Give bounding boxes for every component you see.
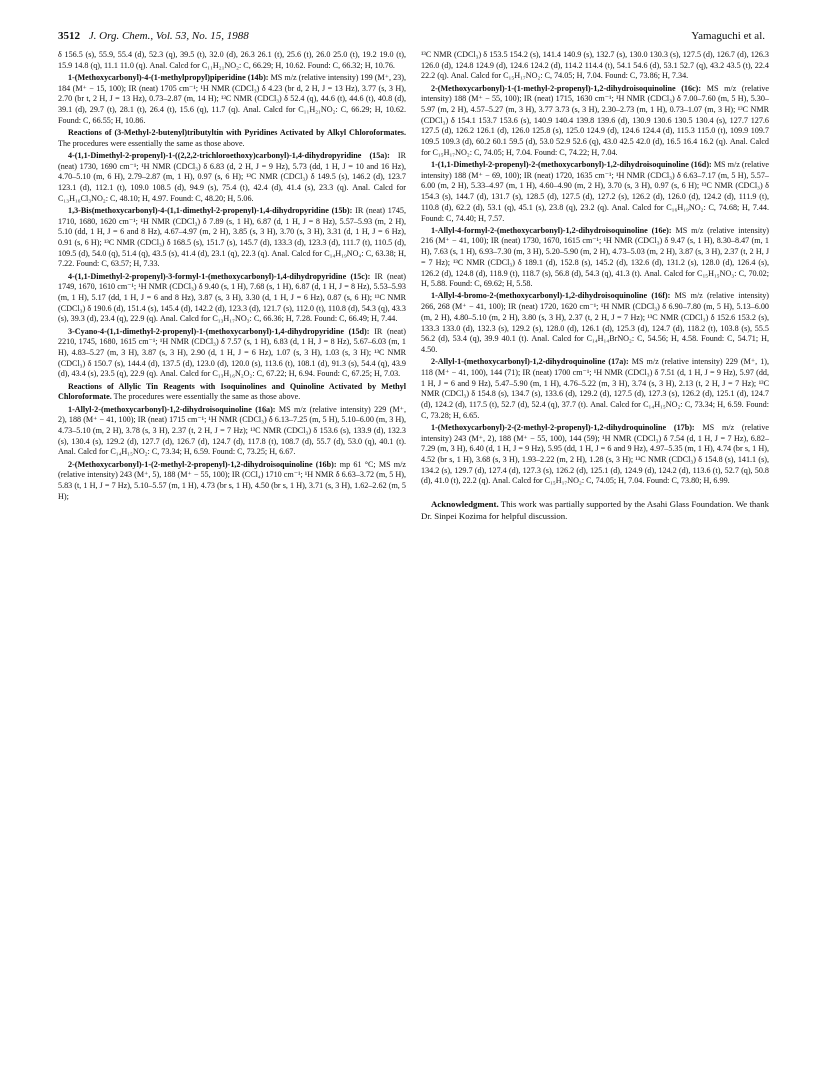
paragraph-text: MS m/z (relative intensity) 266, 268 (M⁺ − 41, 100); IR (neat) 1720, 1620 cm⁻¹; ¹H NMR (CDCl₃) δ 6.90–7.80 (m, 5 H), 5.13–6.00 (m, 2 H), 4.80–5.10 (m, 2 H), 3.80 (s, 3 H), 2.37 (t, 2 H, J = 7 Hz); ¹³C NMR (CDCl₃) δ 152.6 153.2 (s), 133.3 133.0 (d), 132.3 (s), 129.2 (s), 128.0 (d), 126.1 (d), 125.3 (d), 124.7 (d), 118.2 (t), 103.8 (s), 55.5 56.2 (d), 53.4 (q), 39.9 40.1 (t). Anal. Calcd for C₁₄H₁₄BrNO₂: C, 54.56; H, 4.58. Found: C, 54.71; H, 4.50. xyxy=(421,291,770,354)
acknowledgment-text: This work was partially supported by the Asahi Glass Foundation. We thank Dr. Sinpei Kozima for helpful discussion. xyxy=(421,499,769,521)
paragraph xyxy=(421,160,769,224)
paragraph-text: δ 156.5 (s), 55.9, 55.4 (d), 52.3 (q), 39.5 (t), 32.0 (d), 26.3 26.1 (t), 25.6 (t), 26.0 25.0 (t), 19.2 19.0 (t), 15.9 14.8 (q), 11.1 11.0 (q). Anal. Calcd for C₁₁H₂₁NO₂: C, 66.29; H, 10.62. Found: C, 66.32; H, 10.76. xyxy=(58,50,406,70)
paragraph xyxy=(421,84,769,159)
paragraph xyxy=(421,423,769,487)
left-column xyxy=(58,50,406,504)
paragraph xyxy=(58,73,406,127)
paragraph xyxy=(421,291,769,355)
paragraph xyxy=(421,226,769,290)
paragraph-text: MS m/z (relative intensity) 243 (M⁺, 2), 188 (M⁺ − 55, 100), 144 (59); ¹H NMR (CDCl₃) δ 7.54 (d, 1 H, J = 7 Hz), 6.82–7.29 (m, 3 H), 6.40 (d, 1 H, J = 9 Hz), 5.95 (dd, 1 H, J = 6 and 9 Hz), 4.97–5.35 (m, 1 H), 4.74 (br s, 1 H), 4.52 (br s, 1 H), 3.68 (s, 3 H), 1.93–2.22 (m, 2 H), 1.28 (s, 3 H); ¹³C NMR (CDCl₃) δ 154.8 (s), 141.1 (s), 134.2 (s), 129.7 (d), 127.4 (d), 127.3 (s), 126.2 (d), 125.1 (d), 124.9 (d), 124.2 (d), 113.6 (t), 52.7 (q), 50.8 (d), 41.0 (t), 22.2 (q). Anal. Calcd for C₁₅H₁₇NO₂: C, 74.05; H, 7.04. Found: C, 73.80; H, 6.99. xyxy=(421,422,769,486)
right-column xyxy=(421,50,769,524)
paragraph xyxy=(58,272,406,326)
paragraph-text: MS m/z (relative intensity) 216 (M⁺ − 41, 100); IR (neat) 1730, 1670, 1615 cm⁻¹; ¹H NMR (CDCl₃) δ 9.47 (s, 1 H), 8.30–8.47 (m, 1 H), 7.63 (s, 1 H), 6.93–7.30 (m, 3 H), 5.20–5.90 (m, 2 H), 4.73–5.03 (m, 2 H), 3.87 (s, 3 H), 2.37 (t, 2 H, J = 7 Hz); ¹³C NMR (CDCl₃) δ 189.1 (d), 152.8 (s), 145.2 (d), 132.6 (d), 131.2 (s), 128.0 (d), 126.4 (s), 126.2 (d), 124.8 (d), 118.9 (t), 118.7 (s), 56.8 (d), 54.3 (q), 41.3 (t). Anal. Calcd for C₁₅H₁₅NO₃: C, 70.02; H, 5.88. Found: C, 69.62; H, 5.58. xyxy=(421,225,769,289)
compound-heading: 1-(1,1-Dimethyl-2-propenyl)-2-(methoxycarbonyl)-1,2-dihydroisoquinoline (16d): xyxy=(431,160,712,170)
paragraph-text: ¹³C NMR (CDCl₃) δ 153.5 154.2 (s), 141.4 140.9 (s), 132.7 (s), 130.0 130.3 (s), 127.5 (d), 126.7 (d), 126.3 126.0 (d), 124.8 124.9 (d), 124.6 124.2 (d), 114.2 114.4 (t), 54.1 54.6 (d), 53.1 52.7 (q), 43.2 43.5 (t), 22.4 22.2 (q). Anal. Calcd for C₁₅H₁₇NO₂: C, 74.05; H, 7.04. Found: C, 73.86; H, 7.34. xyxy=(421,50,769,81)
paragraph-text: The procedures were essentially the same as those above. xyxy=(58,138,245,148)
paragraph xyxy=(58,327,406,381)
acknowledgment-heading: Acknowledgment. xyxy=(431,499,499,510)
paragraph-text: IR (neat) 2210, 1745, 1680, 1615 cm⁻¹; ¹H NMR (CDCl₃) δ 7.57 (s, 1 H), 6.83 (d, 1 H, J = 8 Hz), 5.67–6.03 (m, 1 H), 4.83–5.27 (m, 3 H), 3.87 (s, 3 H), 2.90 (d, 1 H, J = 6 Hz), 1.07 (s, 3 H), 1.03 (s, 3 H); ¹³C NMR (CDCl₃) δ 150.7 (s), 144.4 (d), 137.5 (d), 123.0 (d), 120.0 (s), 113.6 (t), 108.1 (d), 91.3 (s), 54.4 (q), 43.9 (d), 43.4 (s), 23.5 (q), 22.9 (q). Anal. Calcd for C₁₃H₁₆N₂O₂: C, 67.22; H, 6.94. Found: C, 67.25; H, 7.03. xyxy=(58,326,407,379)
paragraph-text: mp 61 °C; MS m/z (relative intensity) 243 (M⁺, 5), 188 (M⁺ − 55, 100); IR (CCl₄) 1710 cm⁻¹; ¹H NMR δ 6.63–3.72 (m, 5 H), 5.83 (t, 1 H, J = 7 Hz), 5.10–5.57 (m, 1 H), 4.73 (br s, 1 H), 4.50 (br s, 1 H), 3.71 (s, 3 H), 1.62–2.62 (m, 5 H); xyxy=(58,459,406,501)
acknowledgment xyxy=(421,499,769,522)
paragraph xyxy=(58,50,406,71)
paragraph xyxy=(58,206,406,270)
compound-heading: 2-(Methoxycarbonyl)-1-(2-methyl-2-propenyl)-1,2-dihydroisoquinoline (16b): xyxy=(68,459,337,469)
paragraph-text: The procedures were essentially the same as those above. xyxy=(111,392,301,402)
paragraph-text: MS m/z (relative intensity) 188 (M⁺ − 55, 100); IR (neat) 1715, 1630 cm⁻¹; ¹H NMR (CDCl₃) δ 7.00–7.60 (m, 5 H), 5.30–5.97 (m, 2 H), 4.57–5.27 (m, 3 H), 3.77 3.73 (s, 3 H), 2.30–2.73 (m, 1 H), 0.73–1.07 (m, 3 H); ¹³C NMR (CDCl₃) δ 154.1 153.7 153.6 (s), 140.9 140.4 139.8 139.6 (d), 130.9 130.6 130.5 130.4 (s), 127.7 127.6 127.5 (d), 126.2 126.1 (d), 126.0 125.8 (s), 125.0 124.9 (d), 124.6 124.4 (d), 115.3 115.0 (t), 109.9 109.7 109.5 109.3 (d), 60.2 60.1 59.5 (d), 53.0 52.9 52.6 (q), 43.0 42.5 42.0 (d), 16.5 16.4 16.2 (q). Anal. Calcd for C₁₅H₁₇NO₂: C, 74.05; H, 7.04. Found: C, 74.22; H, 7.04. xyxy=(421,83,769,157)
compound-heading: 1-Allyl-4-bromo-2-(methoxycarbonyl)-1,2-dihydroisoquinoline (16f): xyxy=(431,291,671,301)
compound-heading: 1-(Methoxycarbonyl)-2-(2-methyl-2-propenyl)-1,2-dihydroquinoline (17b): xyxy=(431,422,695,432)
paragraph-text: MS m/z (relative intensity) 188 (M⁺ − 69, 100); IR (neat) 1720, 1635 cm⁻¹; ¹H NMR (CDCl₃) δ 6.63–7.17 (m, 5 H), 5.57–6.00 (m, 2 H), 5.33–4.97 (m, 1 H), 4.60–4.90 (m, 2 H), 3.70 (s, 3 H), 0.97 (s, 6 H); ¹³C NMR (CDCl₃) δ 154.3 (s), 144.7 (d), 131.7 (s), 128.5 (d), 127.5 (d), 127.2 (s), 126.2 (d), 126.0 (d), 124.2 (d), 111.9 (t), 110.8 (d), 62.2 (d), 53.1 (q), 45.1 (s), 23.8 (q), 23.2 (q). Anal. Calcd for C₁₆H₁₉NO₂: C, 74.68; H, 7.44. Found: C, 74.40; H, 7.57. xyxy=(421,160,769,223)
compound-heading: 4-(1,1-Dimethyl-2-propenyl)-1-((2,2,2-trichloroethoxy)carbonyl)-1,4-dihydropyridine (15a): xyxy=(68,150,390,160)
compound-heading: Reactions of Allylic Tin Reagents with Isoquinolines and Quinoline Activated by Methyl Chloroformate. xyxy=(58,381,406,402)
compound-heading: 1-Allyl-2-(methoxycarbonyl)-1,2-dihydroisoquinoline (16a): xyxy=(68,404,276,414)
paragraph-text: MS m/z (relative intensity) 199 (M⁺, 23), 184 (M⁺ − 15, 100); IR (neat) 1705 cm⁻¹; ¹H NMR (CDCl₃) δ 4.23 (br d, 2 H, J = 13 Hz), 3.77 (s, 3 H), 2.70 (br t, 2 H, J = 13 Hz), 0.73–2.87 (m, 14 H); ¹³C NMR (CDCl₃) δ 52.4 (q), 44.6 (t), 44.6 (t), 40.8 (d), 39.1 (d), 29.7 (t), 28.1 (t), 26.4 (t), 15.6 (q), 11.7 (q). Anal. Calcd for C₁₁H₂₁NO₂: C, 66.29; H, 10.62. Found: C, 66.55; H, 10.86. xyxy=(58,72,406,125)
paragraph xyxy=(58,128,406,149)
compound-heading: 1,3-Bis(methoxycarbonyl)-4-(1,1-dimethyl-2-propenyl)-1,4-dihydropyridine (15b): xyxy=(68,205,353,215)
compound-heading: 1-Allyl-4-formyl-2-(methoxycarbonyl)-1,2-dihydroisoquinoline (16e): xyxy=(431,225,672,235)
paragraph-text: MS m/z (relative intensity) 229 (M⁺, 2), 188 (M⁺ − 41, 100); IR (neat) 1715 cm⁻¹; ¹H NMR (CDCl₃) δ 6.13–7.25 (m, 5 H), 5.10–6.00 (m, 3 H), 4.73–5.10 (m, 2 H), 3.78 (s, 3 H), 2.37 (t, 2 H, J = 7 Hz); ¹³C NMR (CDCl₃) δ 153.6 (s), 133.9 (d), 132.3 (s), 130.4 (s), 129.2 (d), 127.7 (d), 126.7 (d), 124.7 (d), 117.8 (t), 108.7 (d), 55.7 (d), 53.0 (q), 40.1 (t). Anal. Calcd for C₁₄H₁₅NO₂: C, 73.34; H, 6.59. Found: C, 73.25; H, 6.67. xyxy=(58,404,406,457)
paragraph-text: MS m/z (relative intensity) 229 (M⁺, 1), 118 (M⁺ − 41, 100), 144 (71); IR (neat) 1700 cm⁻¹; ¹H NMR (CDCl₃) δ 7.51 (d, 1 H, J = 9 Hz), 5.97 (dd, 1 H, J = 6 and 9 Hz), 5.47–5.90 (m, 1 H), 4.76–5.22 (m, 3 H), 3.74 (s, 3 H), 2.13 (t, 2 H, J = 7 Hz); ¹³C NMR (CDCl₃) δ 154.8 (s), 134.7 (s), 133.6 (d), 129.2 (d), 127.5 (d), 127.3 (s), 126.2 (d), 125.1 (d), 124.7 (d), 124.2 (d), 117.5 (t), 52.7 (d), 52.4 (q), 37.7 (t). Anal. Calcd for C₁₄H₁₅NO₂: C, 73.34; H, 6.59. Found: C, 73.28; H, 6.65. xyxy=(421,357,770,420)
paragraph-text: IR (neat) 1730, 1690 cm⁻¹; ¹H NMR (CDCl₃) δ 6.83 (d, 2 H, J = 9 Hz), 5.73 (dd, 1 H, J = 10 and 16 Hz), 4.70–5.10 (m, 6 H), 2.79–2.87 (m, 1 H), 0.97 (s, 6 H); ¹³C NMR (CDCl₃) δ 149.5 (s), 146.2 (d), 123.7 123.1 (d), 112.1 (t), 109.0 108.5 (d), 94.9 (s), 75.4 (t), 42.4 (d), 41.4 (s), 23.3 (q). Anal. Calcd for C₁₃H₁₆Cl₃NO₂: C, 48.10; H, 4.97. Found: C, 48.20; H, 5.06. xyxy=(58,150,406,203)
paragraph xyxy=(58,460,406,503)
page-number: 3512 xyxy=(58,30,80,42)
compound-heading: 2-Allyl-1-(methoxycarbonyl)-1,2-dihydroquinoline (17a): xyxy=(431,357,629,367)
running-header xyxy=(58,30,765,48)
paragraph xyxy=(421,357,769,421)
paragraph xyxy=(421,50,769,82)
paragraph xyxy=(58,382,406,403)
paragraph-text: IR (neat) 1745, 1710, 1680, 1620 cm⁻¹; ¹H NMR (CDCl₃) δ 7.89 (s, 1 H), 6.87 (d, 1 H, J = 8 Hz), 5.57–5.93 (m, 2 H), 5.10 (dd, 1 H, J = 6 and 8 Hz), 4.67–4.97 (m, 2 H), 3.85 (s, 3 H), 3.70 (s, 3 H), 3.31 (d, 1 H, J = 6 Hz), 0.91 (s, 6 H); ¹³C NMR (CDCl₃) δ 168.5 (s), 151.7 (s), 145.7 (d), 133.3 (d), 123.3 (d), 111.7 (t), 110.5 (d), 109.5 (d), 54.0 (q), 51.4 (q), 43.5 (s), 41.4 (d), 23.1 (q), 22.3 (q). Anal. Calcd for C₁₄H₁₉NO₄: C, 63.38; H, 7.22. Found: C, 63.57; H, 7.33. xyxy=(58,205,406,269)
compound-heading: 2-(Methoxycarbonyl)-1-(1-methyl-2-propenyl)-1,2-dihydroisoquinoline (16c): xyxy=(431,83,702,93)
running-authors: Yamaguchi et al. xyxy=(691,30,765,42)
journal-citation: J. Org. Chem., Vol. 53, No. 15, 1988 xyxy=(88,30,249,42)
compound-heading: 1-(Methoxycarbonyl)-4-(1-methylpropyl)piperidine (14b): xyxy=(68,72,269,82)
paragraph xyxy=(58,151,406,205)
paragraph-text: IR (neat) 1749, 1670, 1610 cm⁻¹; ¹H NMR (CDCl₃) δ 9.40 (s, 1 H), 7.68 (s, 1 H), 6.87 (d, 1 H, J = 8 Hz), 5.53–5.93 (m, 1 H), 5.17 (dd, 1 H, J = 6 and 8 Hz), 3.87 (s, 3 H), 3.30 (d, 1 H, J = 6 Hz), 0.87 (s, 6 H); ¹³C NMR (CDCl₃) δ 190.6 (d), 151.4 (s), 145.4 (d), 142.2 (d), 123.3 (d), 121.7 (s), 112.0 (t), 110.8 (d), 54.3 (q), 43.3 (s), 39.3 (d), 23.4 (q), 22.9 (q). Anal. Calcd for C₁₃H₁₇NO₃: C, 66.36; H, 7.28. Found: C, 66.49; H, 7.44. xyxy=(58,271,406,324)
compound-heading: Reactions of (3-Methyl-2-butenyl)tributyltin with Pyridines Activated by Alkyl Chloroformates. xyxy=(68,127,406,137)
compound-heading: 3-Cyano-4-(1,1-dimethyl-2-propenyl)-1-(methoxycarbonyl)-1,4-dihydropyridine (15d): xyxy=(68,326,370,336)
paragraph xyxy=(58,405,406,459)
compound-heading: 4-(1,1-Dimethyl-2-propenyl)-3-formyl-1-(methoxycarbonyl)-1,4-dihydropyridine (15c): xyxy=(68,271,371,281)
